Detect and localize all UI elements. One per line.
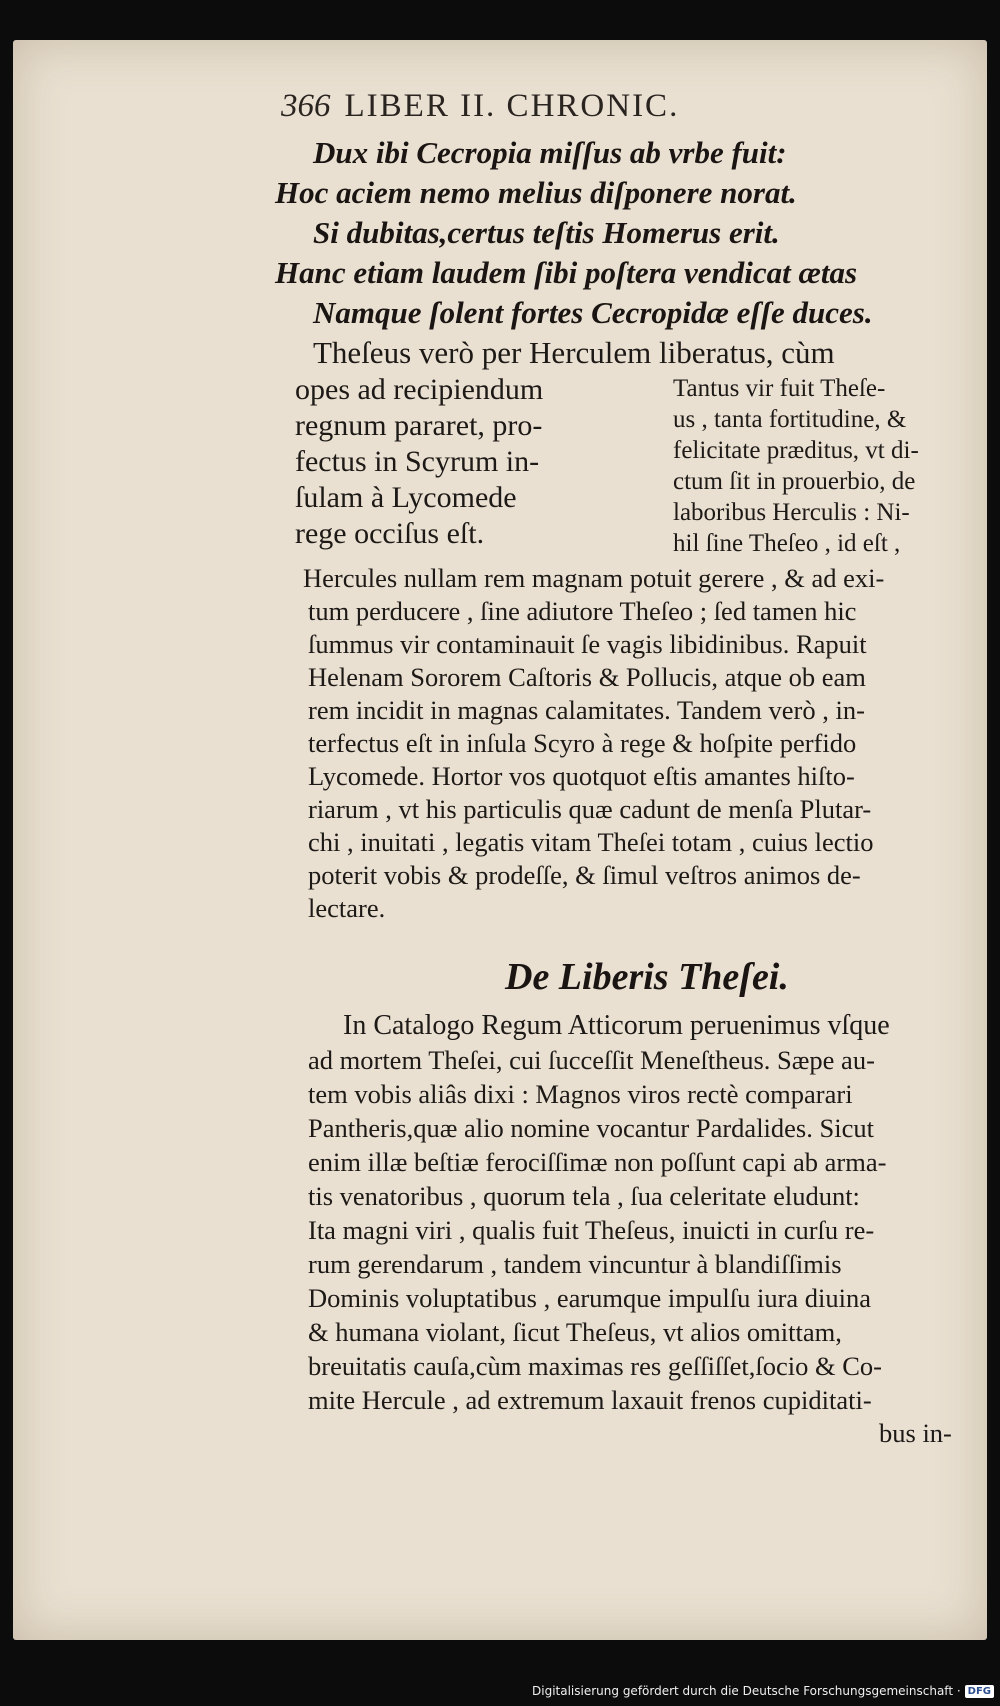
left-column-line: ſulam à Lycomede	[295, 481, 517, 514]
footer-credit-text: Digitalisierung gefördert durch die Deutsche Forschungsgemeinschaft ·	[532, 1684, 961, 1698]
digitization-footer	[532, 1684, 994, 1698]
side-note-line: us , tanta fortitudine, &	[673, 406, 907, 433]
intro-line: Theſeus verò per Herculem liberatus, cùm	[313, 335, 835, 370]
body-line: Helenam Sororem Caſtoris & Pollucis, atque ob eam	[308, 662, 866, 692]
body-line: lectare.	[308, 893, 386, 923]
side-note-line: Tantus vir fuit Theſe-	[673, 375, 886, 402]
left-column-line: regnum pararet, pro-	[295, 409, 543, 442]
book-page	[13, 40, 987, 1640]
body-line: tem vobis aliâs dixi : Magnos viros rectè comparari	[308, 1079, 853, 1109]
dfg-logo-icon: DFG	[965, 1685, 994, 1698]
body-line: Ita magni viri , qualis fuit Theſeus, inuicti in curſu re-	[308, 1215, 875, 1245]
page-number: 366	[281, 88, 331, 124]
body-line: enim illæ beſtiæ ferociſſimæ non poſſunt capi ab arma-	[308, 1147, 887, 1177]
verse-line: Namque ſolent fortes Cecropidæ eſſe duces.	[313, 295, 873, 330]
body-line: Dominis voluptatibus , earumque impulſu iura diuina	[308, 1283, 872, 1313]
body-line: tis venatoribus , quorum tela , ſua celeritate eludunt:	[308, 1181, 860, 1211]
body-line: ad mortem Theſei, cui ſucceſſit Meneſtheus. Sæpe au-	[308, 1045, 875, 1075]
verse-line: Hoc aciem nemo melius diſponere norat.	[275, 175, 797, 210]
catchword: bus in-	[879, 1418, 952, 1448]
verse-line: Si dubitas,certus teſtis Homerus erit.	[313, 215, 780, 250]
body-line: rem incidit in magnas calamitates. Tandem verò , in-	[308, 695, 865, 725]
verse-line: Dux ibi Cecropia miſſus ab vrbe fuit:	[313, 135, 787, 170]
body-line: Lycomede. Hortor vos quotquot eſtis amantes hiſto-	[308, 761, 855, 791]
body-line: ſummus vir contaminauit ſe vagis libidinibus. Rapuit	[308, 629, 867, 659]
running-header	[281, 88, 679, 125]
running-title: LIBER II. CHRONIC.	[344, 88, 680, 124]
body-line: terfectus eſt in inſula Scyro à rege & hoſpite perfido	[308, 728, 857, 758]
side-note-line: laboribus Herculis : Ni-	[673, 499, 910, 526]
section-heading: De Liberis Theſei.	[505, 956, 789, 998]
body-line: Hercules nullam rem magnam potuit gerere , & ad exi-	[303, 563, 885, 593]
side-note-line: felicitate præditus, vt di-	[673, 437, 919, 464]
body-line: breuitatis cauſa,cùm maximas res geſſiſſet,ſocio & Co-	[308, 1351, 883, 1381]
body-line: mite Hercule , ad extremum laxauit frenos cupiditati-	[308, 1385, 872, 1415]
left-column-line: rege occiſus eſt.	[295, 517, 485, 550]
body-line: tum perducere , ſine adiutore Theſeo ; ſed tamen hic	[308, 596, 857, 626]
verse-line: Hanc etiam laudem ſibi poſtera vendicat ætas	[275, 255, 858, 290]
body-line: poterit vobis & prodeſſe, & ſimul veſtros animos de-	[308, 860, 861, 890]
side-note-line: hil ſine Theſeo , id eſt ,	[673, 530, 901, 557]
body-line: In Catalogo Regum Atticorum peruenimus vſque	[343, 1010, 890, 1041]
body-line: riarum , vt his particulis quæ cadunt de menſa Plutar-	[308, 794, 872, 824]
body-line: Pantheris,quæ alio nomine vocantur Pardalides. Sicut	[308, 1113, 874, 1143]
side-note-line: ctum ſit in prouerbio, de	[673, 468, 916, 495]
body-line: rum gerendarum , tandem vincuntur à blandiſſimis	[308, 1249, 842, 1279]
body-line: chi , inuitati , legatis vitam Theſei totam , cuius lectio	[308, 827, 874, 857]
left-column-line: opes ad recipiendum	[295, 373, 544, 406]
left-column-line: fectus in Scyrum in-	[295, 445, 540, 478]
body-line: & humana violant, ſicut Theſeus, vt alios omittam,	[308, 1317, 842, 1347]
